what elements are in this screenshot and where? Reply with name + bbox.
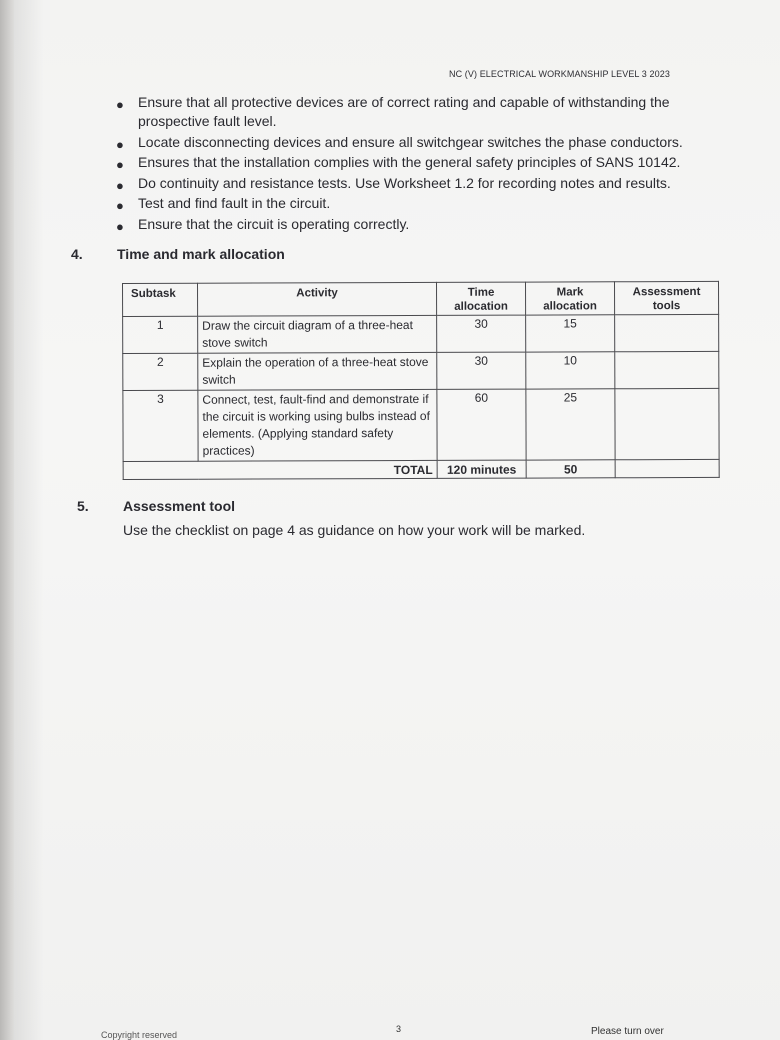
section-5-text: Use the checklist on page 4 as guidance on how your work will be marked. <box>123 522 586 538</box>
cell-subtask: 1 <box>123 316 198 353</box>
table-row <box>123 314 719 353</box>
cell-mark: 15 <box>526 315 615 352</box>
cell-subtask: 2 <box>123 353 198 390</box>
total-time: 120 minutes <box>437 460 526 478</box>
document-header: NC (V) ELECTRICAL WORKMANSHIP LEVEL 3 2023 <box>449 69 670 79</box>
total-mark: 50 <box>526 460 615 478</box>
header-tools: Assessment tools <box>614 281 718 314</box>
footer-turn-over: Please turn over <box>591 1026 664 1037</box>
cell-time: 60 <box>437 389 526 460</box>
header-activity: Activity <box>198 282 437 316</box>
table-total-row <box>123 459 719 479</box>
total-tools <box>615 459 719 477</box>
cell-activity: Connect, test, fault-find and demonstrate if the circuit is working using bulbs instead of elements. (Applying standard safety practices) <box>198 389 437 461</box>
requirements-list <box>110 93 710 236</box>
section-5-title: Assessment tool <box>123 498 236 514</box>
cell-activity: Draw the circuit diagram of a three-heat stove switch <box>198 315 437 353</box>
list-item: ● Locate disconnecting devices and ensure all switchgear switches the phase conductors. <box>116 133 683 152</box>
cell-mark: 25 <box>526 389 615 460</box>
section-4-number: 4. <box>71 246 83 262</box>
list-item: ● Test and find fault in the circuit. <box>116 195 331 214</box>
cell-activity: Explain the operation of a three-heat stove switch <box>198 352 437 390</box>
list-item: ● Do continuity and resistance tests. Use Worksheet 1.2 for recording notes and results. <box>116 174 671 193</box>
bullet-icon: ● <box>116 97 124 112</box>
section-5-number: 5. <box>77 498 89 514</box>
footer-copyright: Copyright reserved <box>101 1030 178 1040</box>
header-mark: Mark allocation <box>525 282 614 315</box>
bullet-icon: ● <box>116 177 124 193</box>
table-row <box>123 388 719 461</box>
page-shadow <box>14 0 44 1040</box>
bullet-icon: ● <box>116 136 124 152</box>
section-4-title: Time and mark allocation <box>117 246 285 262</box>
cell-tools <box>615 388 719 459</box>
bullet-icon: ● <box>116 198 124 214</box>
bullet-icon: ● <box>116 157 124 173</box>
bullet-icon: ● <box>116 218 124 234</box>
cell-time: 30 <box>437 352 526 389</box>
table-header-row <box>123 281 719 316</box>
header-time: Time allocation <box>436 282 525 315</box>
cell-tools <box>615 314 719 351</box>
cell-time: 30 <box>437 315 526 352</box>
cell-tools <box>615 351 719 388</box>
list-item: ● Ensure that the circuit is operating correctly. <box>116 215 410 234</box>
allocation-table <box>122 281 720 480</box>
table-row <box>123 351 719 390</box>
header-subtask: Subtask <box>123 283 198 316</box>
list-item: ● Ensure that all protective devices are of correct rating and capable of withstanding the prospective fault level. <box>116 94 670 129</box>
total-label: TOTAL <box>123 460 437 479</box>
cell-subtask: 3 <box>123 390 198 461</box>
page-number: 3 <box>396 1024 402 1034</box>
cell-mark: 10 <box>526 352 615 389</box>
list-item: ● Ensures that the installation complies with the general safety principles of SANS 10142. <box>116 154 681 173</box>
